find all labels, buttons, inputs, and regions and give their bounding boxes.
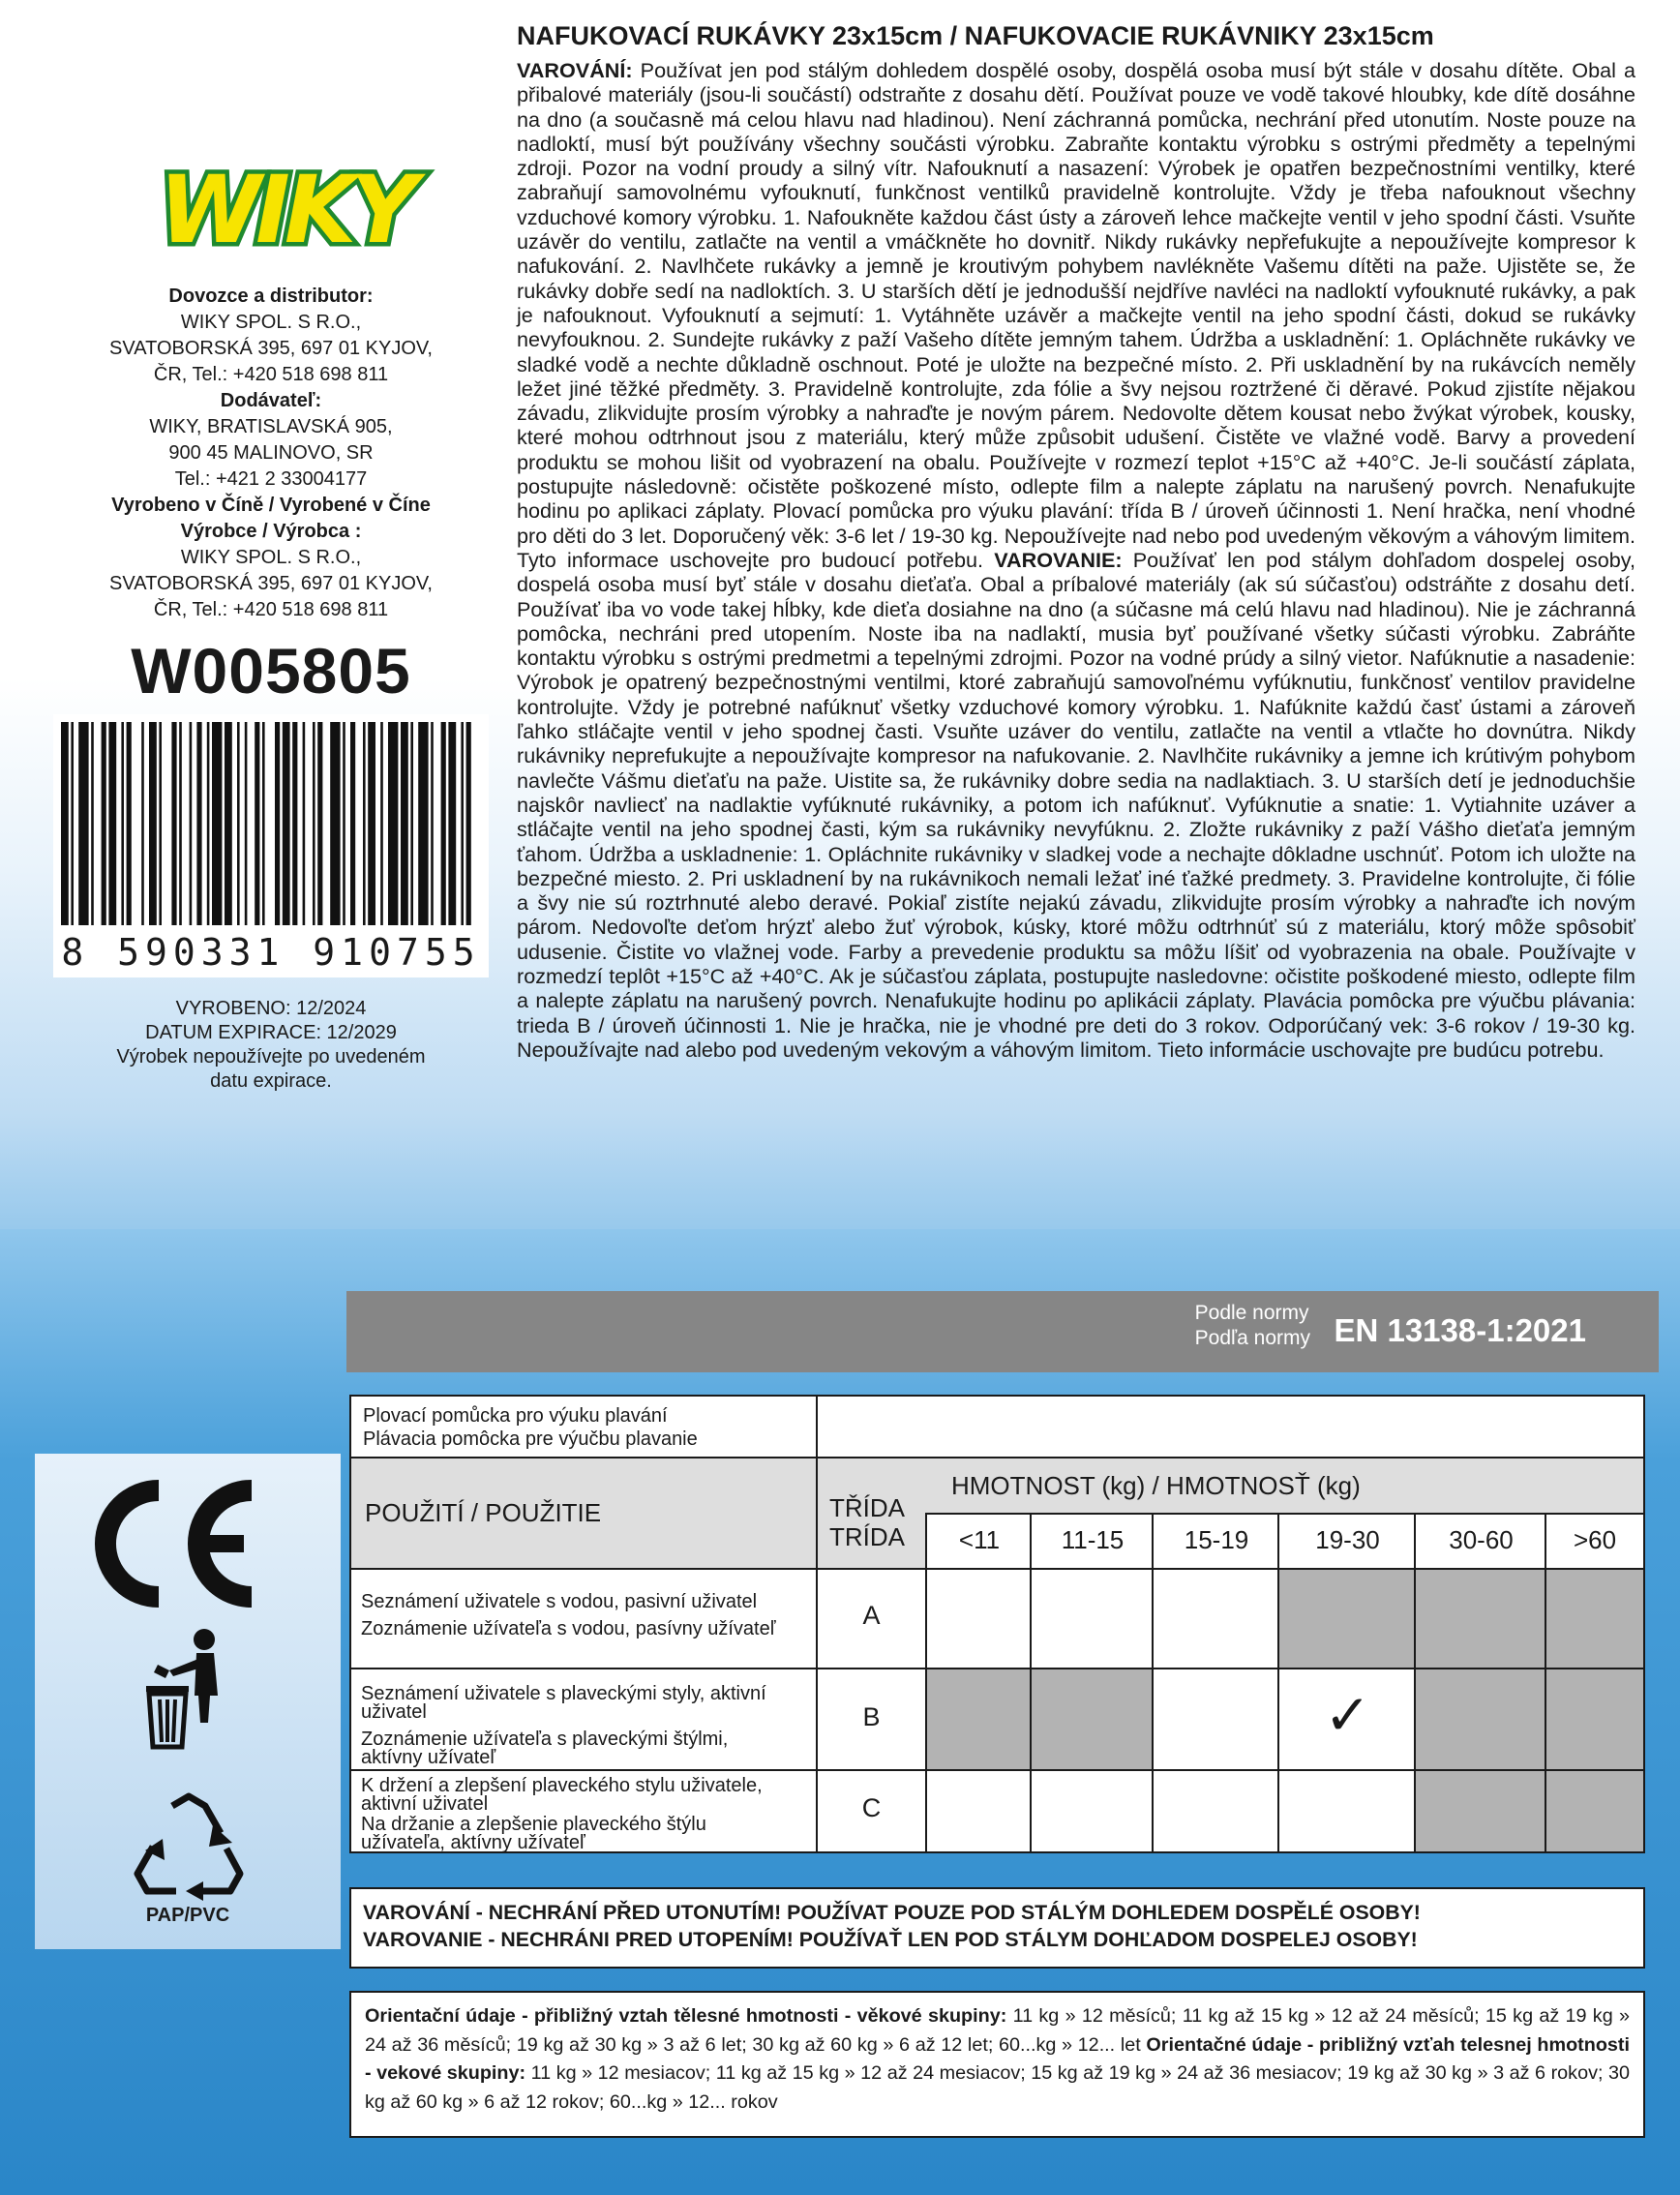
maker-line: SVATOBORSKÁ 395, 697 01 KYJOV, — [109, 573, 433, 594]
produced-date: VYROBENO: 12/2024 — [175, 998, 367, 1019]
barcode-bar — [141, 722, 144, 925]
supplier-line: WIKY, BRATISLAVSKÁ 905, — [149, 416, 393, 437]
warning-sk: VAROVANIE - NECHRÁNI PRED UTOPENÍM! POUŽÍVAŤ LEN POD STÁLYM DOHĽADOM DOSPELEJ OSOBY! — [363, 1928, 1418, 1951]
instructions-sk: Používať len pod stálym dohľadom dospelej osoby, dospelá osoba musí byť stále v dosahu dieťaťa. Obal a príbalové materiály (ak sú súčasťou) odstráňte z dosahu detí. Používať iba vo vode takej hĺbky, kde dieťa dosiahne na dno (a súčasne má celú hlavu nad hladinou). Nie je záchranná pomôcka, nechráni pred utopením. Noste iba na nadlaktí, musia byť používané všetky súčasti výrobku. Zabráňte kontaktu výrobku s ostrými predmetmi a tepelnými zdrojmi. Pozor na vodné prúdy a silný vietor. Nafúknutie a nasadenie: Výrobok je opatrený bezpečnostnými ventilmi, ktoré zabraňujú samovoľnému vyfúknutiu, funkčnosť ventilov pravidelne kontrolujte. Vždy je potrebné nafúknuť všetky vzduchové komory výrobku. 1. Nafúknite každú časť ústami a zároveň ľahko stláčajte ventil v jeho spodnej časti. Vsuňte uzáver do ventilu, zatlačte na ventil a vtlačte ho dovnútra. Nikdy rukávniky neprefukujte a nepoužívajte kompresor na nafukovanie. 2. Navlhčite rukávniky a jemne ich krútivým pohybom navlečte Vášmu dieťaťu na paže. Uistite sa, že rukávniky dobre sedia na nadlaktiach. 3. U starších detí je jednoduchšie najskôr navliecť na nadlaktie vyfúknuté rukávniky, a potom ich nafúknuť. Vyfúknutie a snatie: 1. Vytiahnite uzáver a stláčajte ventil na jeho spodnej časti, kým sa rukávniky nevyfúknu. 2. Zložte rukávniky z paží Vášho dieťaťa jemným ťahom. Údržba a uskladnenie: 1. Opláchnite rukávniky v sladkej vode a nechajte dôkladne uschnúť. Potom ich uložte na bezpečné miesto. 2. Pri uskladnení by na rukávnikoch nemali ležať iné ťažké predmety. 3. Pravidelne kontrolujte, či fólie a švy nie sú roztrhnuté alebo deravé. Pokiaľ zistíte nejakú závadu, zlikvidujte prosím výrobky a nahraďte ich novým párom. Nedovoľte deťom hrýzť alebo žuť výrobok, kúsky, ktoré môžu odtrhnúť sú z materiálu, ktorý môže spôsobiť udusenie. Čistite vo vlažnej vode. Farby a prevedenie produktu sa môžu líšiť od vyobrazenia na obale. Používajte v rozmedzí teplôt +15°C až +40°C. Ak je súčasťou záplata, postupujte nasledovne: očistite poškodené miesto, odlepte film a nalepte záplatu na narušený povrch. Nenafukujte hodinu po aplikácii záplaty. Plavácia pomôcka pre výučbu plávania: trieda B / úroveň účinnosti 1. Nie je hračka, nie je vhodné pre deti do 3 rokov. Odporúčaný vek: 3-6 rokov / 19-30 kg. Nepoužívajte nad alebo pod uvedeným vekovým a váhovým limitom. Tieto informácie uschovajte pre budúcu potrebu. — [517, 547, 1635, 1062]
barcode-bar — [343, 722, 345, 925]
drowning-warning — [349, 1887, 1645, 1969]
barcode-bar — [212, 722, 222, 925]
class-header — [829, 1493, 905, 1551]
norm-label — [1195, 1301, 1310, 1351]
warning-label-sk: VAROVANIE: — [994, 547, 1123, 572]
use-header: POUŽITÍ / POUŽITIE — [365, 1498, 602, 1527]
weight-col: 30-60 — [1449, 1525, 1514, 1554]
classification-table — [349, 1395, 1645, 1853]
svg-text:WIKY: WIKY — [159, 156, 412, 264]
row-a-class: A — [862, 1601, 881, 1630]
barcode-bar — [91, 722, 94, 925]
barcode-bar — [431, 722, 434, 925]
maker-line: WIKY SPOL. S R.O., — [180, 547, 362, 568]
barcode-bar — [363, 722, 366, 925]
barcode-bar — [401, 722, 408, 925]
weight-header: HMOTNOST (kg) / HMOTNOSŤ (kg) — [951, 1471, 1361, 1500]
barcode-bar — [245, 722, 248, 925]
barcode-bar — [292, 722, 297, 925]
dates-block — [39, 997, 503, 1094]
barcode-bar — [78, 722, 88, 925]
barcode-bar — [127, 722, 132, 925]
supplier-line: 900 45 MALINOVO, SR — [168, 442, 374, 464]
weight-col: 15-19 — [1184, 1525, 1249, 1554]
barcode-bar — [179, 722, 182, 925]
material-code: PAP/PVC — [145, 1905, 230, 1926]
orientation-label-cz: Orientační údaje - přibližný vztah tělesné hmotnosti - věkové skupiny: — [365, 2005, 1007, 2027]
barcode-bar — [237, 722, 240, 925]
maker-label: Výrobce / Výrobca : — [180, 521, 362, 542]
row-c-class: C — [861, 1793, 882, 1822]
orientation-text-sk: 11 kg » 12 mesiacov; 11 kg až 15 kg » 12 až 24 mesiacov; 15 kg až 19 kg » 24 až 36 mesiacov; 19 kg až 30 kg » 3 až 6 rokov; 30 kg až 60 kg » 6 až 12 rokov; 60...kg » 12... rokov — [365, 2062, 1630, 2113]
importer-line: ČR, Tel.: +420 518 698 811 — [153, 364, 389, 385]
barcode-bar — [418, 722, 428, 925]
wiky-logo — [135, 145, 435, 271]
expiry-note: datu expirace. — [210, 1070, 332, 1092]
barcode-bar — [207, 722, 210, 925]
barcode-bar — [303, 722, 306, 925]
barcode-bar — [275, 722, 280, 925]
cell-grey — [927, 1669, 1154, 1771]
weight-col: 19-30 — [1315, 1525, 1380, 1554]
checkmark-icon: ✓ — [1324, 1684, 1371, 1747]
importer-label: Dovozce a distributor: — [168, 286, 374, 307]
instructions-text — [517, 58, 1635, 1062]
warning-label-cz: VAROVÁNÍ: — [517, 58, 633, 82]
barcode-bar — [410, 722, 413, 925]
barcode-bar — [448, 722, 456, 925]
orientation-label-sk: Orientačné údaje - približný vzťah telesnej hmotnosti - vekové skupiny: — [365, 2033, 1631, 2084]
orientation-box — [349, 1991, 1645, 2138]
barcode-bar — [330, 722, 340, 925]
table-title-cz: Plovací pomůcka pro výuku plavání — [363, 1405, 668, 1427]
barcode-bar — [108, 722, 116, 925]
cell-grey — [1279, 1570, 1643, 1669]
barcode-bar — [102, 722, 106, 925]
row-a-sk: Zoznámenie užívateľa s vodou, pasívny užívateľ — [361, 1618, 776, 1639]
row-a-cz: Seznámení uživatele s vodou, pasivní uživatel — [361, 1591, 758, 1612]
norm-value: EN 13138-1:2021 — [1334, 1312, 1586, 1348]
barcode-bar — [71, 722, 74, 925]
barcode-bar — [317, 722, 322, 925]
importer-line: WIKY SPOL. S R.O., — [180, 312, 362, 333]
cell-grey — [1416, 1771, 1643, 1851]
weight-col: >60 — [1573, 1525, 1617, 1554]
importer-line: SVATOBORSKÁ 395, 697 01 KYJOV, — [109, 338, 433, 359]
expiry-date: DATUM EXPIRACE: 12/2029 — [145, 1022, 397, 1043]
product-title: NAFUKOVACÍ RUKÁVKY 23x15cm / NAFUKOVACIE RUKÁVNIKY 23x15cm — [517, 21, 1434, 50]
row-b-sk: Zoznámenie užívateľa s plaveckými štýlmi, aktívny užívateľ — [361, 1729, 729, 1768]
barcode-bar — [441, 722, 446, 925]
barcode-bar — [121, 722, 124, 925]
row-b-cz: Seznámení uživatele s plaveckými styly, aktivní uživatel — [361, 1683, 766, 1723]
class-header-cz: TŘÍDA — [829, 1493, 905, 1522]
importer-block — [39, 284, 503, 623]
barcode-bar — [196, 722, 201, 925]
weight-col: 11-15 — [1061, 1525, 1125, 1554]
barcode-bar — [283, 722, 290, 925]
row-b-class: B — [862, 1702, 881, 1731]
supplier-line: Tel.: +421 2 33004177 — [174, 468, 368, 490]
barcode-bar — [149, 722, 157, 925]
orientation-text-cz: 11 kg » 12 měsíců; 11 kg až 15 kg » 12 až 24 měsíců; 15 kg až 19 kg » 24 až 36 měsíců; 19 kg až 30 kg » 3 až 6 let; 30 kg až 60 kg » 6 až 12 let; 60...kg » 12... let — [365, 2005, 1630, 2056]
barcode-bar — [388, 722, 398, 925]
barcode-bar — [190, 722, 193, 925]
barcode-bar — [225, 722, 232, 925]
trash-bin-person-icon — [140, 1626, 232, 1761]
barcode-bar — [313, 722, 315, 925]
norm-bar — [346, 1291, 1659, 1372]
ce-mark-icon — [77, 1471, 271, 1616]
norm-label-cz: Podle normy — [1194, 1302, 1309, 1324]
made-in-label: Vyrobeno v Číně / Vyrobené v Číne — [111, 495, 431, 516]
row-c-sk: Na držanie a zlepšenie plaveckého štýlu užívateľa, aktívny užívateľ — [361, 1814, 706, 1853]
barcode-bar — [466, 722, 471, 925]
barcode-bar — [159, 722, 162, 925]
product-code: W005805 — [131, 635, 411, 707]
maker-line: ČR, Tel.: +420 518 698 811 — [153, 599, 389, 620]
barcode-bar — [350, 722, 355, 925]
table-title-sk: Plávacia pomôcka pre výučbu plavanie — [363, 1428, 698, 1450]
row-c-cz: K držení a zlepšení plaveckého stylu uživatele, aktivní uživatel — [361, 1775, 763, 1815]
warning-cz: VAROVÁNÍ - NECHRÁNÍ PŘED UTONUTÍM! POUŽÍVAT POUZE POD STÁLÝM DOHLEDEM DOSPĚLÉ OSOBY! — [363, 1901, 1421, 1924]
barcode-bar — [255, 722, 259, 925]
barcode-bar — [171, 722, 176, 925]
barcode-bar — [461, 722, 464, 925]
barcode-bars — [53, 714, 489, 927]
barcode-digits: 8 590331 910755 — [61, 931, 481, 974]
norm-label-sk: Podľa normy — [1194, 1327, 1310, 1349]
barcode-bar — [262, 722, 265, 925]
barcode-bar — [61, 722, 69, 925]
cell-grey — [1416, 1669, 1643, 1771]
weight-col: <11 — [958, 1525, 1001, 1554]
recycle-icon — [126, 1789, 252, 1905]
expiry-note: Výrobek nepoužívejte po uvedeném — [116, 1046, 426, 1067]
barcode-bar — [368, 722, 375, 925]
class-header-sk: TRÍDA — [829, 1522, 905, 1551]
supplier-label: Dodávateľ: — [220, 390, 322, 411]
barcode-bar — [380, 722, 383, 925]
instructions-cz: Používat jen pod stálým dohledem dospělé osoby, dospělá osoba musí být stále v dosahu dítěte. Obal a přibalové materiály (jsou-li součástí) odstraňte z dosahu dětí. Používat pouze ve vodě takové hloubky, kde dítě dosáhne na dno (a současně má celou hlavu nad hladinou). Není záchranná pomůcka, nechrání před utonutím. Noste pouze na nadloktí, musí být používány všechny součásti výrobku. Zabraňte kontaktu výrobku s ostrými předměty a tepelnými zdroji. Pozor na vodní proudy a silný vítr. Nafouknutí a nasazení: Výrobek je opatřen bezpečnostními ventilky, které zabraňují samovolnému vyfouknutí, funkčnost ventilků pravidelně kontrolujte. Vždy je třeba nafouknout všechny vzduchové komory výrobku. 1. Nafoukněte každou část ústy a zároveň lehce mačkejte ventil v jeho spodní části. Vsuňte uzávěr do ventilu, zatlačte na ventil a vmáčkněte ho dovnitř. Nikdy rukávky nepřefukujte a nepoužívejte kompresor k nafukování. 2. Navlhčete rukávky a jemně je kroutivým pohybem navlékněte Vašemu dítěti na paže. Ujistěte se, že rukávky dobře sedí na nadloktích. 3. U starších dětí je jednodušší nejdříve navléci na nadloktí vyfouknuté rukávky, a pak je nafouknout. Vyfouknutí a sejmutí: 1. Vytáhněte uzávěr a mačkejte ventil na jeho spodní části, dokud se rukávky nevyfouknou. 2. Sundejte rukávky z paží Vašeho dítěte jemným tahem. Údržba a uskladnění: 1. Opláchněte rukávky ve sladké vodě a nechte důkladně oschnout. Poté je uložte na bezpečné místo. 2. Při uskladnění by na rukávcích neměly ležet jiné těžké předměty. 3. Pravidelně kontrolujte, zda fólie a švy nejsou roztržené či děravé. Pokud zjistíte nějakou závadu, zlikvidujte prosím výrobky a nahraďte je novým párem. Nedovolte dětem kousat nebo žvýkat výrobek, kousky, které mohou odtrhnout jsou z materiálu, který může způsobit udušení. Čistěte ve vlažné vodě. Barvy a provedení produktu se mohou lišit od vyobrazení na obalu. Používejte v rozmezí teplot +15°C až +40°C. Je-li součástí záplata, postupujte následovně: očistěte poškozené místo, odlepte film a nalepte záplatu na narušený povrch. Nenafukujte hodinu po aplikaci záplaty. Plovací pomůcka pro výuku plavání: třída B / úroveň účinnosti 1. Není hračka, není vhodné pro děti do 3 let. Doporučený věk: 3-6 let / 19-30 kg. Nepoužívejte nad nebo pod uvedeným věkovým a váhovým limitem. Tyto informace uschovejte pro budoucí potřebu. — [517, 58, 1635, 572]
